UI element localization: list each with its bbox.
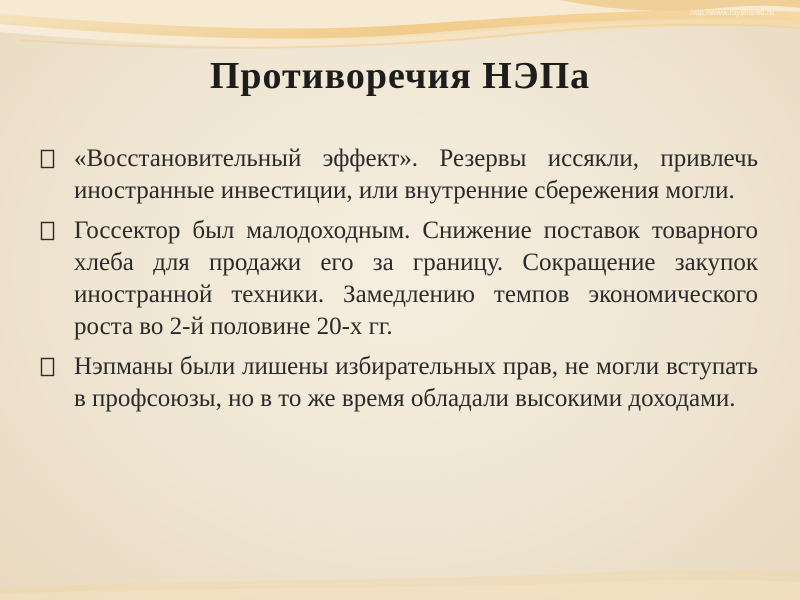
square-bullet-icon: [40, 143, 74, 171]
watermark: http://www.myshared.ru: [690, 8, 774, 17]
slide-title: Противоречия НЭПа: [209, 55, 591, 97]
bottom-decoration: [0, 560, 800, 600]
bullet-item: [40, 215, 758, 343]
square-bullet-icon: [40, 351, 74, 379]
bullet-item: [40, 351, 758, 415]
bullet-item: [40, 143, 758, 207]
square-bullet-icon: [40, 215, 74, 243]
bullet-text: Госсектор был малодоходным. Снижение поставок товарного хлеба для продажи его за границу. Сокращение закупок иностранной техники. Замедлению темпов экономического роста во 2-й половине 20-х гг.: [74, 217, 758, 340]
bullet-list: [40, 143, 758, 423]
bullet-text: «Восстановительный эффект». Резервы иссякли, привлечь иностранные инвестиции, или внутренние сбережения могли.: [74, 145, 758, 204]
bullet-text: Нэпманы были лишены избирательных прав, не могли вступать в профсоюзы, но в то же время обладали высокими доходами.: [74, 353, 758, 412]
